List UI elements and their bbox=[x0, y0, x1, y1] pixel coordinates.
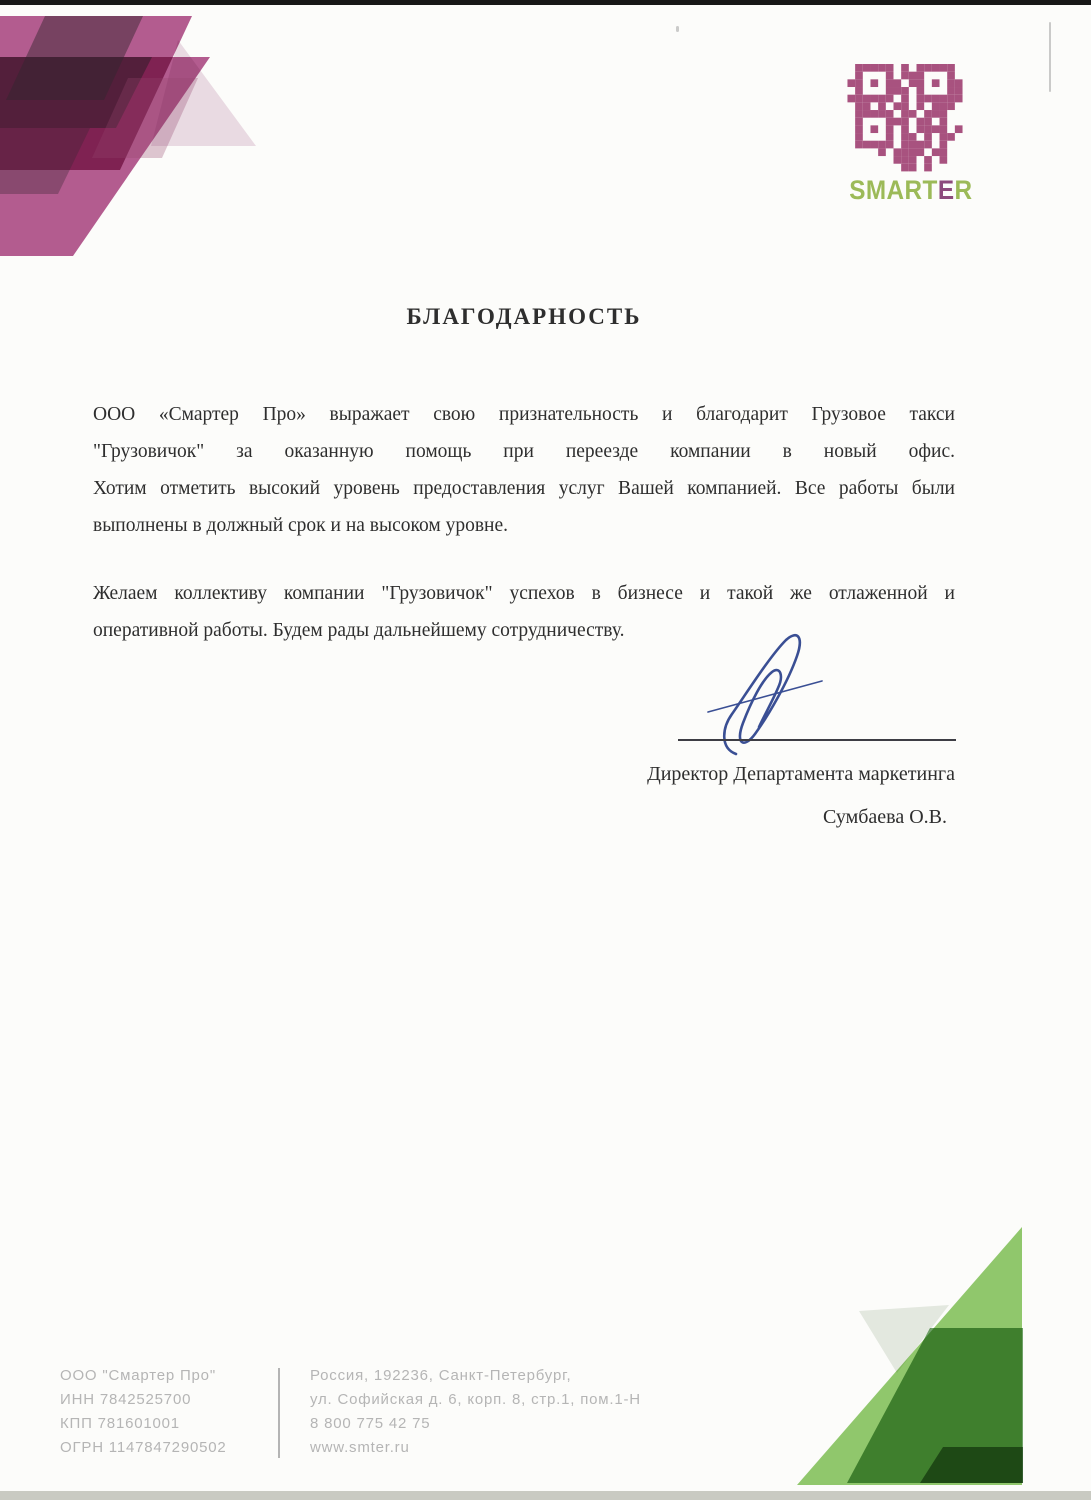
body-line: ООО «Смартер Про» выражает свою признательность и благодарит Грузовое такси bbox=[93, 404, 955, 425]
paragraph-1 bbox=[93, 396, 955, 544]
footer-line-phone: 8 800 775 42 75 bbox=[310, 1415, 431, 1432]
pale-mint-triangle bbox=[797, 1225, 1023, 1485]
body-line: "Грузовичок" за оказанную помощь при переезде компании в новый офис. bbox=[93, 441, 955, 462]
body-line: Желаем коллективу компании "Грузовичок" успехов в бизнесе и такой же отлаженной и bbox=[93, 583, 955, 604]
smarter-logo bbox=[843, 64, 973, 206]
decoration-bottom-right bbox=[797, 1225, 1023, 1485]
dark-overlap-block bbox=[0, 0, 282, 262]
body-line: выполнены в должный срок и на высоком уровне. bbox=[93, 515, 509, 536]
footer-line-address: ул. Софийская д. 6, корп. 8, стр.1, пом.1-Н bbox=[310, 1391, 641, 1408]
footer-line-ogrn: ОГРН 1147847290502 bbox=[60, 1439, 227, 1456]
brand-text-r: R bbox=[954, 175, 973, 205]
decoration-top-left bbox=[0, 0, 282, 262]
scan-edge-top bbox=[0, 0, 1091, 5]
qr-brain-icon bbox=[847, 64, 963, 172]
green-corner-block bbox=[797, 1225, 1023, 1485]
scan-artifact-line bbox=[1049, 22, 1051, 92]
letter-body bbox=[93, 396, 955, 649]
magenta-parallelogram-lower bbox=[0, 0, 282, 262]
brand-wordmark bbox=[849, 175, 973, 206]
dark-overlap-band bbox=[0, 0, 282, 262]
body-line: Хотим отметить высокий уровень предоставления услуг Вашей компанией. Все работы были bbox=[93, 478, 955, 499]
green-triangle bbox=[797, 1225, 1023, 1485]
dark-overlap-left bbox=[0, 0, 282, 262]
green-parallelogram bbox=[797, 1225, 1023, 1485]
body-line: оперативной работы. Будем рады дальнейшему сотрудничеству. bbox=[93, 620, 625, 641]
brand-text-smart: SMART bbox=[849, 175, 938, 205]
footer-line-company: ООО "Смартер Про" bbox=[60, 1367, 216, 1384]
brand-text-e: E bbox=[937, 175, 955, 205]
magenta-parallelogram-upper bbox=[0, 0, 282, 262]
footer-company-requisites bbox=[60, 1364, 227, 1460]
signature-line bbox=[678, 739, 956, 741]
signer-name: Сумбаева О.В. bbox=[822, 806, 947, 828]
signer-role: Директор Департамента маркетинга bbox=[647, 763, 955, 785]
footer-contacts bbox=[310, 1364, 641, 1460]
letter-title: БЛАГОДАРНОСТЬ bbox=[406, 304, 642, 329]
scan-edge-bottom bbox=[0, 1491, 1091, 1500]
footer-divider bbox=[278, 1368, 280, 1458]
footer-line-inn: ИНН 7842525700 bbox=[60, 1391, 192, 1408]
scan-artifact-speck bbox=[676, 26, 679, 32]
dark-overlap-mid bbox=[0, 0, 282, 262]
footer-line-website: www.smter.ru bbox=[310, 1439, 410, 1456]
footer-line-kpp: КПП 781601001 bbox=[60, 1415, 180, 1432]
pale-pink-triangle bbox=[0, 0, 282, 262]
footer-line-country: Россия, 192236, Санкт-Петербург, bbox=[310, 1367, 572, 1384]
